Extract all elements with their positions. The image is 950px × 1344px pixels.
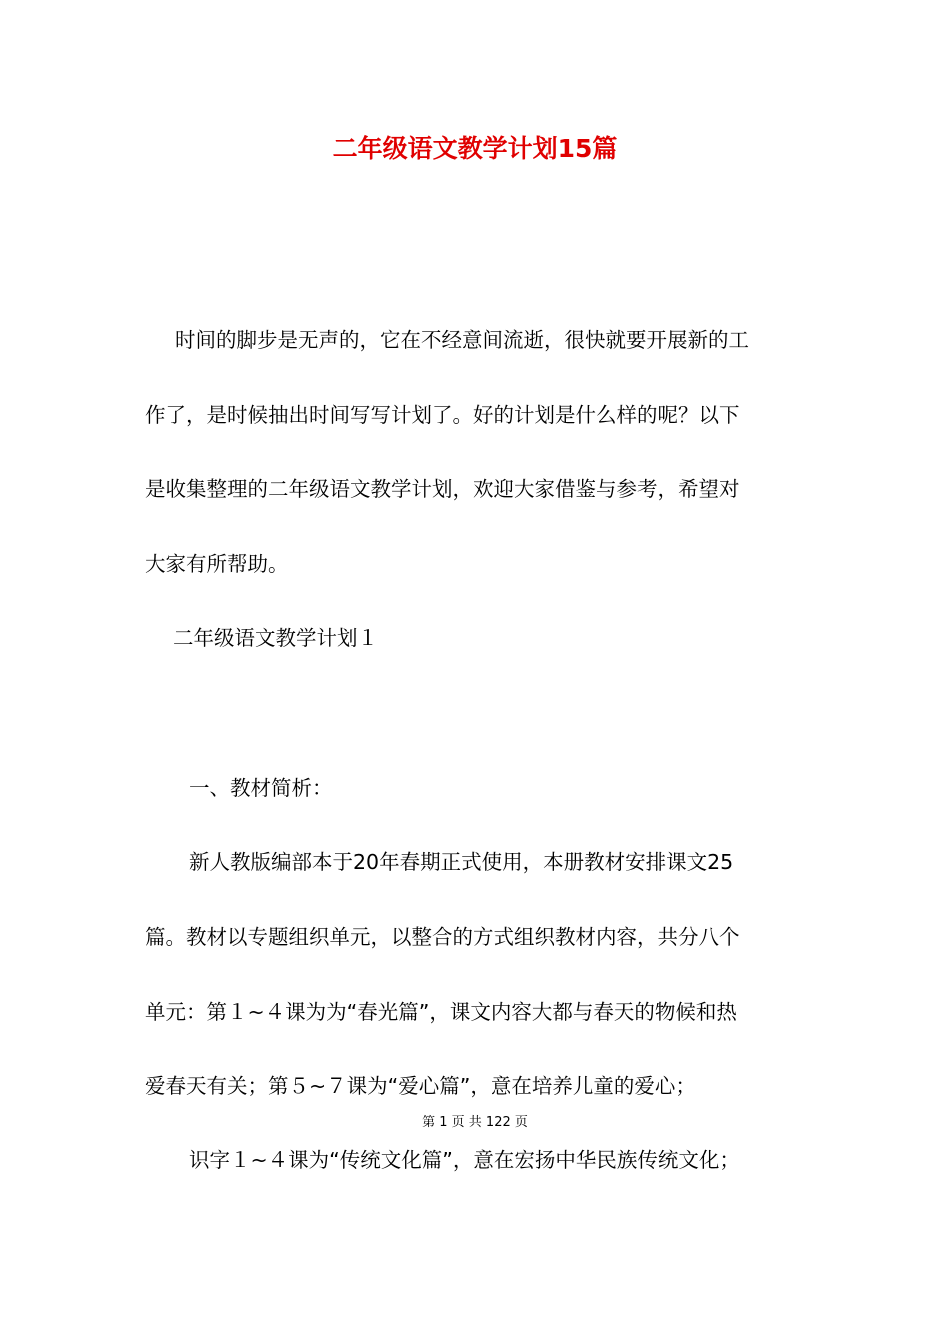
- paragraph-line: 识字１~４课为“传统文化篇”，意在宏扬中华民族传统文化；: [189, 1148, 740, 1172]
- paragraph-line: 时间的脚步是无声的，它在不经意间流逝，很快就要开展新的工: [175, 328, 749, 352]
- page-footer: 第 1 页 共 122 页: [422, 1115, 528, 1130]
- paragraph-line: 是收集整理的二年级语文教学计划，欢迎大家借鉴与参考，希望对: [145, 477, 740, 501]
- paragraph-line: 爱春天有关；第５~７课为“爱心篇”，意在培养儿童的爱心；: [145, 1074, 696, 1098]
- paragraph-line: 篇。教材以专题组织单元，以整合的方式组织教材内容，共分八个: [145, 925, 740, 949]
- section-heading: 二年级语文教学计划１: [173, 626, 378, 650]
- paragraph-line: 作了，是时候抽出时间写写计划了。好的计划是什么样的呢？以下: [145, 403, 740, 427]
- paragraph-line: 大家有所帮助。: [145, 552, 289, 576]
- paragraph-line: 新人教版编部本于20年春期正式使用，本册教材安排课文25: [189, 850, 734, 874]
- paragraph-line: 单元：第１~４课为为“春光篇”，课文内容大都与春天的物候和热: [145, 1000, 737, 1024]
- document-title: 二年级语文教学计划15篇: [332, 134, 618, 163]
- subsection-heading: 一、教材简析：: [189, 776, 333, 800]
